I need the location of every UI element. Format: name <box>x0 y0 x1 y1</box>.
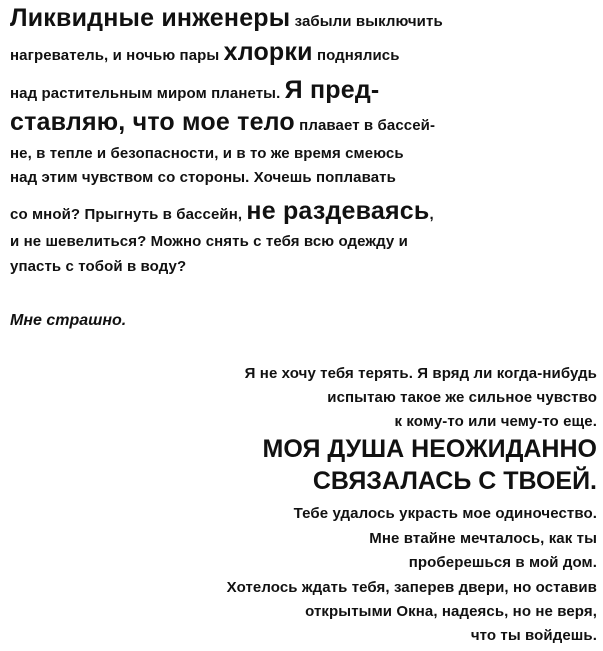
p1-line-5 <box>10 146 404 162</box>
caps-line-2: СВЯЗАЛАСЬ С ТВОЕЙ. <box>312 467 597 495</box>
p2-line-3: к кому-то или чему-то еще. <box>394 413 597 430</box>
p1-line-7-seg-1: со мной? Прыгнуть в бассейн, <box>10 206 247 223</box>
p1-line-2 <box>10 40 400 65</box>
p1-line-2-seg-3: поднялись <box>312 47 400 64</box>
p1-line-7-seg-2: не раздеваясь <box>246 197 430 225</box>
p1-line-7-seg-3: , <box>429 206 434 223</box>
p1-line-4-seg-1: ставляю, что мое тело <box>10 108 295 136</box>
p2-line-2: испытаю такое же сильное чувство <box>327 389 597 406</box>
p1-line-2-seg-1: нагреватель, и ночью пары <box>10 47 224 64</box>
p1-line-6 <box>10 170 396 186</box>
p3-line-1: Тебе удалось украсть мое одиночество. <box>293 505 597 522</box>
p3-line-2: Мне втайне мечталось, как ты <box>369 530 597 547</box>
p3-line-4: Хотелось ждать тебя, заперев двери, но оставив <box>226 579 597 596</box>
caps-line-1: МОЯ ДУША НЕОЖИДАННО <box>262 435 597 463</box>
p1-line-3-seg-2: Я пред- <box>284 76 380 104</box>
p3-line-6: что ты войдешь. <box>470 627 597 644</box>
p1-line-3 <box>10 78 379 103</box>
italic-line: Мне страшно. <box>10 312 127 329</box>
p1-line-8-seg-1: и не шевелиться? Можно снять с тебя всю одежду и <box>10 233 408 250</box>
p1-line-7 <box>10 199 434 224</box>
p3-line-5: открытыми Окна, надеясь, но не веря, <box>305 603 597 620</box>
p1-line-9-seg-1: упасть с тобой в воду? <box>10 258 187 275</box>
p1-line-6-seg-1: над этим чувством со стороны. Хочешь поплавать <box>10 169 396 186</box>
p1-line-2-seg-2: хлорки <box>223 38 313 66</box>
p1-line-8 <box>10 234 408 250</box>
p2-line-1: Я не хочу тебя терять. Я вряд ли когда-нибудь <box>244 365 597 382</box>
p1-line-1-seg-2: забыли выключить <box>290 13 443 30</box>
p1-line-4 <box>10 110 435 135</box>
p1-line-4-seg-2: плавает в бассей- <box>294 117 436 134</box>
p1-line-9 <box>10 259 186 275</box>
p1-line-1-seg-1: Ликвидные инженеры <box>10 4 291 32</box>
p3-line-3: проберешься в мой дом. <box>408 554 597 571</box>
p1-line-5-seg-1: не, в тепле и безопасности, и в то же время смеюсь <box>10 145 404 162</box>
p1-line-3-seg-1: над растительным миром планеты. <box>10 85 285 102</box>
p1-line-1 <box>10 6 443 31</box>
